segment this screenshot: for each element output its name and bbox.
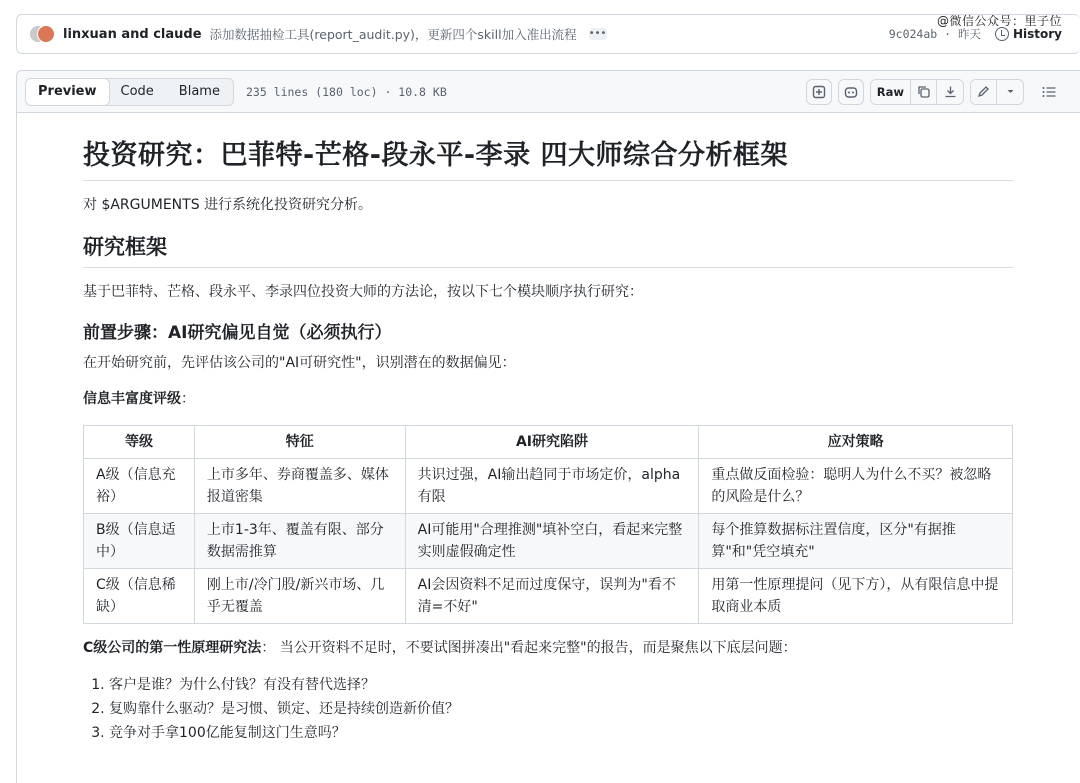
avatar[interactable] (37, 25, 55, 43)
section-heading-framework: 研究框架 (83, 231, 1014, 268)
table-cell: AI可能用"合理推测"填补空白，看起来完整实则虚假确定性 (405, 514, 699, 569)
table-cell: 用第一性原理提问（见下方），从有限信息中提取商业本质 (699, 569, 1013, 624)
table-cell: 重点做反面检验：聪明人为什么不买？被忽略的风险是什么？ (699, 459, 1013, 514)
table-row (84, 514, 1013, 569)
list-item: 2. 复购靠什么驱动？是习惯、锁定、还是持续创造新价值？ (109, 698, 1014, 720)
edit-file-button[interactable] (971, 80, 997, 104)
author-avatars[interactable] (29, 24, 55, 44)
download-icon (944, 85, 957, 98)
copy-raw-button[interactable] (911, 80, 937, 104)
file-plus-icon (812, 85, 826, 99)
framework-description: 基于巴菲特、芒格、段永平、李录四位投资大师的方法论，按以下七个模块顺序执行研究： (83, 284, 643, 300)
edit-dropdown-button[interactable] (997, 80, 1023, 104)
raw-button[interactable]: Raw (871, 80, 911, 104)
history-icon (995, 27, 1009, 41)
pre-step-description: 在开始研究前，先评估该公司的"AI可研究性"，识别潜在的数据偏见： (83, 355, 516, 371)
tab-blame[interactable]: Blame (178, 84, 220, 99)
markdown-body (17, 113, 1080, 744)
doc-title: 投资研究：巴菲特-芒格-段永平-李录 四大师综合分析框架 (83, 133, 1014, 181)
outline-button[interactable] (1036, 79, 1062, 105)
history-button[interactable] (995, 27, 1062, 41)
rating-colon: ： (181, 391, 195, 407)
c-method-bold: C级公司的第一性原理研究法 (83, 640, 262, 656)
rating-label-line (83, 389, 1014, 409)
question-list (83, 674, 1014, 744)
file-viewer (16, 70, 1080, 783)
table-header-cell: 特征 (194, 426, 405, 459)
table-header-cell: AI研究陷阱 (405, 426, 699, 459)
section-heading-pre-step: 前置步骤：AI研究偏见自觉（必须执行） (83, 323, 392, 343)
table-row (84, 569, 1013, 624)
c-method-paragraph (83, 638, 1014, 658)
rating-table (83, 425, 1013, 624)
edit-group (970, 79, 1024, 105)
commit-authors[interactable]: linxuan and claude (63, 26, 202, 42)
commit-hash-time[interactable]: 9c024ab · 昨天 (888, 27, 981, 41)
list-item: 1. 客户是谁？为什么付钱？有没有替代选择？ (109, 674, 1014, 696)
file-header (17, 71, 1080, 113)
tab-preview[interactable]: Preview (25, 78, 110, 106)
table-cell: 每个推算数据标注置信度，区分"有据推算"和"凭空填充" (699, 514, 1013, 569)
tab-code[interactable]: Code (120, 84, 154, 99)
open-in-codespace-button[interactable] (806, 79, 832, 105)
commit-message[interactable]: 添加数据抽检工具(report_audit.py)，更新四个skill加入准出流程 (209, 27, 577, 42)
table-cell: 上市1-3年、覆盖有限、部分数据需推算 (194, 514, 405, 569)
table-header-cell: 等级 (84, 426, 195, 459)
file-toolbar (806, 79, 1072, 105)
table-cell: B级（信息适中） (84, 514, 195, 569)
latest-commit-bar (16, 14, 1080, 54)
watermark: @微信公众号：里子位 (936, 14, 1062, 28)
copilot-icon (844, 85, 858, 99)
file-info: 235 lines (180 loc) · 10.8 KB (245, 84, 447, 99)
raw-copy-download-group (870, 79, 964, 105)
copilot-button[interactable] (838, 79, 864, 105)
rating-label: 信息丰富度评级 (83, 391, 181, 407)
doc-intro: 对 $ARGUMENTS 进行系统化投资研究分析。 (83, 197, 373, 213)
table-cell: AI会因资料不足而过度保守，误判为"看不清=不好" (405, 569, 699, 624)
download-raw-button[interactable] (937, 80, 963, 104)
pencil-icon (977, 85, 990, 98)
copy-icon (917, 85, 930, 98)
table-cell: A级（信息充裕） (84, 459, 195, 514)
list-item: 3. 竞争对手拿100亿能复制这门生意吗？ (109, 722, 1014, 744)
view-mode-tabs (25, 78, 234, 106)
c-method-text: ： 当公开资料不足时，不要试图拼凑出"看起来完整"的报告，而是聚焦以下底层问题： (261, 640, 797, 656)
table-row (84, 459, 1013, 514)
table-header-row (84, 426, 1013, 459)
table-cell: C级（信息稀缺） (84, 569, 195, 624)
table-cell: 刚上市/冷门股/新兴市场、几乎无覆盖 (194, 569, 405, 624)
chevron-down-icon (1006, 87, 1015, 96)
table-cell: 上市多年、券商覆盖多、媒体报道密集 (194, 459, 405, 514)
table-cell: 共识过强，AI输出趋同于市场定价，alpha有限 (405, 459, 699, 514)
list-icon (1042, 86, 1056, 98)
commit-expand-button[interactable]: ••• (588, 28, 607, 39)
history-label: History (1012, 27, 1062, 41)
table-header-cell: 应对策略 (699, 426, 1013, 459)
